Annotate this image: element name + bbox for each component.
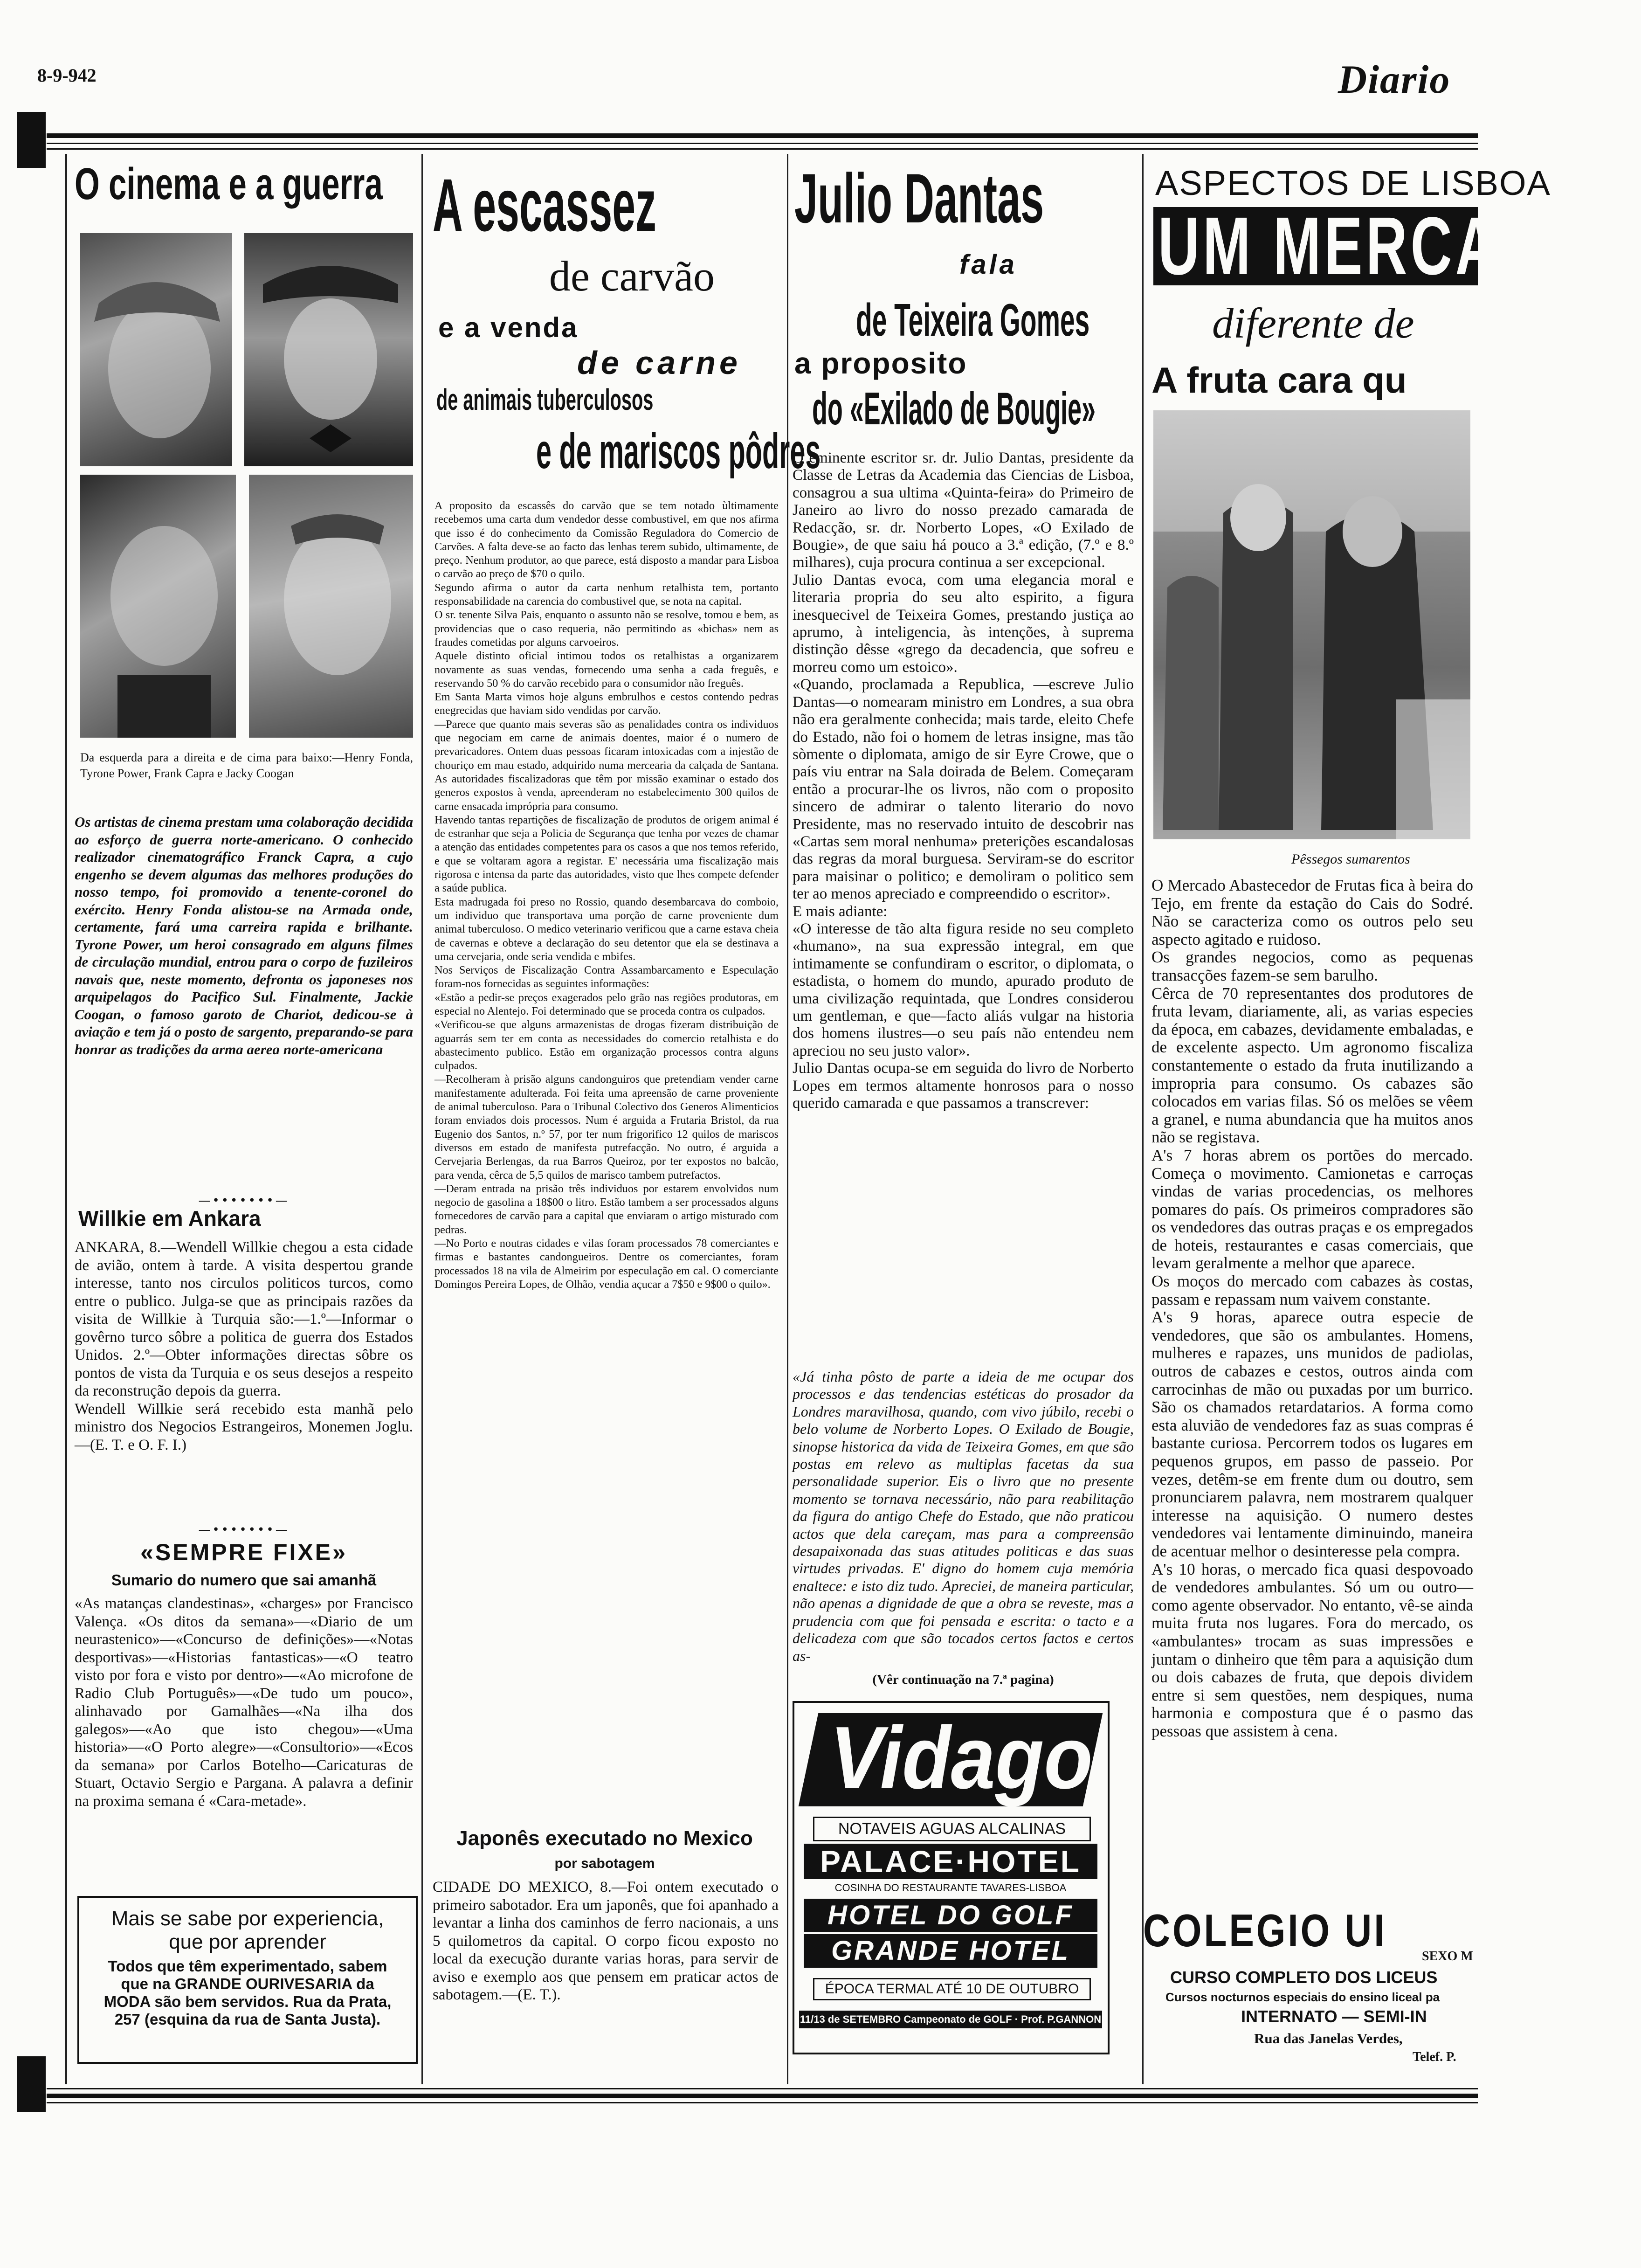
escassez-body: A proposito da escassês do carvão que se tem notado ùltimamente recebemos uma carta dum vendedor desse combustivel, em que nos afirma que isso é do conhecimento da Comissão Reguladora do Comercio de Carvões. A falta deve-se ao facto das lenhas terem subido, ultimamente, de preço. Nenhum produtor, ao que parece, está disposto a mandar para Lisboa o carvão ao preço de $70 o quilo. Segundo afirma o autor da carta nenhum retalhista tem, portanto responsabilidade na carencia do combustivel que, se nota na capital. O sr. tenente Silva Pais, enquanto o assunto não se resolve, tomou e bem, as providencias que o caso requeria, não permitindo as «bichas» nem as fraudes cometidas por alguns carvoeiros. Aquele distinto oficial intimou todos os retalhistas a organizarem novamente as suas vendas, fornecendo uma senha a cada freguês, e reservando 50 % do carvão recebido para o consumidor não freguês. Em Santa Marta vimos hoje alguns embrulhos e cestos contendo pedras enegrecidas que haviam sido vendidas por carvão. —Parece que quanto mais severas são as penalidades contra os individuos que negociam em carne de animais doentes, maior é o numero de prevaricadores. Ontem duas pessoas ficaram intoxicadas com a injestão de chouriço em mau estado, adquirido numa mercearia da calçada de Santana. As autoridades fiscalizadoras que têm por missão examinar o estado dos generos expostos à venda, apreenderam no estabelecimento 300 quilos de carne ensacada imprópria para consumo. Havendo tantas repartições de fiscalização de produtos de origem animal é de estranhar que seja a Policia de Segurança que tenha por vezes de chamar a atenção das entidades competentes para os casos a que nos temos referido, e que se voltaram agora a registar. E' necessária uma fiscalização mais rigorosa e intensa da parte das autoridades, visto que lhes compete defender a saúde publica. Esta madrugada foi preso no Rossio, quando desembarcava do comboio, um individuo que transportava uma porção de carne proveniente dum animal tuberculoso. O medico veterinario verificou que a carne estava cheia de cavernas e obteve a declaração do seu detentor que ela se destinava a uma cervejaria, onde seria vendida e mbifes. Nos Serviços de Fiscalização Contra Assambarcamento e Especulação foram-nos fornecidas as seguintes informações: «Estão a pedir-se preços exagerados pelo grão nas regiões produtoras, em especial no Alentejo. Foi determinado que se proceda contra os culpados. «Verificou-se que alguns armazenistas de drogas fizeram distribuição de aguarrás sem ter em conta as necessidades do comercio retalhista e do abastecimento publico. Estão em organização processos contra alguns culpados. —Recolheram à prisão alguns candonguiros que pretendiam vender carne manifestamente adulterada. Foi feita uma apreensão de carne proveniente de animal tuberculoso. Para o Tribunal Colectivo dos Generos Alimenticios foram enviados dois processos. Num é arguida a Frutaria Bristol, da rua Eugenio dos Santos, n.º 57, por ter num frigorifico 12 quilos de mariscos diversos em estado de manifesta putrefacção. No outro, é arguida a Cervejaria Berlengas, da rua Barros Queiroz, por ter expostos no balcão, para venda, cêrca de 5,5 quilos de marisco tambem putrefactos. —Deram entrada na prisão três individuos por estarem envolvidos num negocio de gasolina a 18$00 o litro. Estão tambem a ser processados alguns fornecedores de carvão para a capital que enviaram o artigo misturado com pedras. —No Porto e noutras cidades e vilas foram processados 78 comerciantes e firmas e bastantes candongueiros. Dentre os comerciantes, foram processados 18 na vila de Almeirim por especulação em cal. O comerciante Domingos Pereira Lopes, de Olhão, vendia açucar a 7$50 e 9$00 o quilo».: [434, 499, 779, 1291]
top-rule-thin: [47, 143, 1478, 144]
japones-headline: Japonês executado no Mexico: [456, 1827, 753, 1850]
left-border: [65, 154, 67, 2084]
cinema-article: [75, 159, 415, 210]
top-rule-thick: [47, 133, 1478, 138]
masthead: Diario: [1338, 57, 1451, 102]
bottom-rule-thin: [47, 2088, 1478, 2089]
separator-1: —•••••••—: [198, 1194, 290, 1208]
photo-jacky-coogan: [249, 475, 413, 738]
dantas-headline-block: [794, 159, 1135, 443]
vidago-line-5: GRANDE HOTEL: [804, 1934, 1097, 1968]
escassez-h5: de animais tuberculosos: [436, 383, 654, 416]
colegio-ad-line-4: Rua das Janelas Verdes,: [1254, 2030, 1403, 2047]
photo-tyrone-power: [244, 233, 413, 466]
cinema-headline: O cinema e a guerra: [75, 159, 383, 209]
sempre-fixe-body: «As matanças clandestinas», «charges» por Francisco Valença. «Os ditos da semana»—«Diario de um neurastenico»—«Concurso de definições»—«Notas desportivas»—«Historias fantasticas»—«O teatro visto por fora e visto por dentro»—«Ao microfone de Radio Club Português»—«De tudo um pouco», alinhavado por Gamalhães—«Na ilha dos galegos»—«Ao que isto chegou»—«Uma historia»—«O Porto alegre»—«Consultorio»—«Ecos da semana» por Carlos Botelho—Caricaturas de Stuart, Octavio Sergio e Pargana. A palavra a definir na proxima semana é «Cara-metade».: [75, 1595, 413, 1810]
mercado-body: O Mercado Abastecedor de Frutas fica à beira do Tejo, em frente da estação do Cais do Sodré. Não se caracteriza como os outros pelo seu aspecto agitado e ruidoso. Os grandes negocios, como as pequenas transacções fazem-se sem barulho. Cêrca de 70 representantes dos produtores de fruta levam, diariamente, ali, as varias especies da época, em cabazes, devidamente embaladas, e de excelente aspecto. Um agronomo fiscaliza constantemente o estado da fruta inutilizando a impropria para consumo. Os cabazes são colocados em varias filas. Só os melões se vêem a granel, e numa abundancia que ha muitos anos não se registava. A's 7 horas abrem os portões do mercado. Começa o movimento. Camionetas e carroças vindas de varias procedencias, os melhores pomares do país. Os primeiros compradores são os vendedores das outras praças e os empregados de hoteis, restaurantes e casas comerciais, que levam geralmente a melhor que aparece. Os moços do mercado com cabazes às costas, passam e repassam num vaivem constante. A's 9 horas, aparece outra especie de vendedores, que são os ambulantes. Homens, mulheres e rapazes, uns munidos de padiolas, outros de cabazes e cestos, outros ainda com carrocinhas de mão ou puxadas por um burrico. São os chamados retardatarios. A forma como esta aluvião de vendedores faz as suas compras é bastante curiosa. Percorrem todos os lugares em pequenos grupos, em passo de passeio. Por vezes, detêm-se em frente dum ou doutro, sem pronunciarem palavra, nem mostrarem qualquer interesse na aquisição. O numero destes vendedores vai lentamente diminuindo, maneira de acentuar melhor o desinteresse pela compra. A's 10 horas, o mercado fica quasi despovoado de vendedores ambulantes. Só um ou outro—como agente observador. No entanto, vê-se ainda muita fruta nos lugares. Fora do mercado, os «ambulantes» trocam as suas impressões e juntam o dinheiro que têm para a aquisição dum ou dois cabazes de fruta, que depois dividem entre si sem questões, nem despiques, numa harmonia e compostura que é o pasmo das pessoas que assistem à cena.: [1151, 876, 1473, 1740]
colegio-ad-line-1: CURSO COMPLETO DOS LICEUS: [1170, 1968, 1438, 1987]
willkie-headline: Willkie em Ankara: [78, 1206, 261, 1231]
colegio-ad-name: COLEGIO UI: [1143, 1907, 1387, 1956]
mercado-h1: UM MERCA: [1158, 201, 1500, 292]
mercado-photo-caption: Pêssegos sumarentos: [1291, 851, 1410, 867]
column-divider-1: [421, 154, 423, 2084]
dantas-quote: «Já tinha pôsto de parte a ideia de me ocupar dos processos e das tendencias estéticas do prosador da Londres maravilhosa, quando, com vivo júbilo, recebi o belo volume de Norberto Lopes. O Exilado de Bougie, sinopse historica da vida de Teixeira Gomes, em que são postas em relevo as multiplas facetas da sua personalidade superior. Eis o livro que no presente momento se tornava necessário, não para reabilitação da figura do antigo Chefe do Estado, que não praticou actos que dela careçam, mas para a compreensão desapaixonada das suas atitudes politicas e das suas virtudes privadas. E' digno do homem cuja memória enaltece: e isto diz tudo. Apreciei, de maneira particular, não apenas a dignidade de que a obra se reveste, mas a prudencia com que foi pensada e escrita: o tacto e a delicadeza com que são tocados certos factos e certos as-: [793, 1368, 1134, 1664]
vidago-line-2: PALACE·HOTEL: [804, 1844, 1097, 1879]
escassez-h6: e de mariscos pôdres: [536, 424, 821, 479]
japones-subhead: por sabotagem: [554, 1856, 655, 1871]
dantas-h5: do «Exilado de Bougie»: [812, 383, 1096, 434]
photo-henry-fonda: [80, 233, 232, 466]
escassez-h2: de carvão: [549, 252, 715, 300]
vidago-line-6: ÉPOCA TERMAL ATÉ 10 DE OUTUBRO: [813, 1978, 1091, 2000]
ourivesaria-ad-title: Mais se sabe por experiencia, que por aprender: [111, 1907, 384, 1953]
cinema-photo-caption: Da esquerda para a direita e de cima para baixo:—Henry Fonda, Tyrone Power, Frank Capra e Jacky Coogan: [80, 751, 413, 780]
dantas-h1: Julio Dantas: [794, 159, 1044, 237]
mercado-kicker: ASPECTOS DE LISBOA: [1155, 164, 1551, 202]
separator-2: —•••••••—: [198, 1523, 290, 1537]
escassez-headline-block: [433, 163, 821, 485]
bottom-rule-thin-2: [47, 2102, 1478, 2103]
escassez-h1: A escassez: [433, 163, 656, 247]
column-divider-3: [1142, 154, 1144, 2084]
vidago-line-1: NOTAVEIS AGUAS ALCALINAS: [813, 1817, 1091, 1841]
vidago-brand: Vidago: [830, 1708, 1093, 1807]
mercado-h3: A fruta cara qu: [1151, 360, 1407, 401]
colegio-ad: [1142, 1907, 1478, 2080]
dantas-body: O eminente escritor sr. dr. Julio Dantas, presidente da Classe de Letras da Academia das Ciencias de Lisboa, consagrou a sua ultima «Quinta-feira» do Primeiro de Janeiro ao livro do nosso prezado camarada de Redacção, sr. dr. Norberto Lopes, «O Exilado de Bougie», de que saiu há pouco a 3.ª edição, (7.º e 8.º milhares), cuja procura continua a ser excepcional. Julio Dantas evoca, com uma elegancia moral e literaria propria do seu alto espirito, a figura inesquecivel de Teixeira Gomes, prestando justiça ao aprumo, à inteligencia, às intenções, à suprema distinção dêsse «grego da decadencia, que sofreu e morreu como um estoico». «Quando, proclamada a Republica, —escreve Julio Dantas—o nomearam ministro em Londres, a sua obra não era geralmente conhecida; mais tarde, eleito Chefe do Estado, não foi o homem de letras insigne, mas tão sòmente o diplomata, amigo de sir Eyre Crowe, que o país viu entrar na Sala doirada de Belem. Começaram então a procurar-lhe os livros, não com o proposito sincero de admirar o talento literario do novo Presidente, mas no reservado intuito de descobrir nas «Cartas sem moral nenhuma» preterições escandalosas das regras da moral burguesa. Serviram-se do escritor para maisinar o politico; e demoliram o politico sem ter ao menos apreciado e compreendido o escritor». E mais adiante: «O interesse de tão alta figura reside no seu completo «humano», na sua expressão integral, em que intimamente se confundiram o escritor, o diplomata, o estadista, o homem do mundo, apurado produto de uma civilização requintada, que Londres considerou um gentleman, e que—facto aliás vulgar na historia dos homens ilustres—o seu país não entendeu nem apreciou no seu justo valor». Julio Dantas ocupa-se em seguida do livro de Norberto Lopes em termos altamente honrosos para o nosso querido camarada e que passamos a transcrever:: [793, 449, 1134, 1112]
top-rule-thin-2: [47, 148, 1478, 150]
ourivesaria-ad: [77, 1896, 418, 2064]
escassez-h4: de carne: [577, 345, 741, 381]
sempre-fixe-subtitle: Sumario do numero que sai amanhã: [111, 1571, 377, 1589]
mercado-h2: diferente de: [1212, 299, 1414, 347]
sempre-fixe-title: «SEMPRE FIXE»: [140, 1539, 347, 1565]
willkie-body: ANKARA, 8.—Wendell Willkie chegou a esta cidade de avião, ontem à tarde. A visita despertou grande interesse, tanto nos circulos politicos turcos, como entre o publico. Julga-se que as principais razões da visita de Willkie à Turquia são:—1.º—Informar o govêrno turco sôbre a politica de guerra dos Estados Unidos. 2.º—Obter informações directas sôbre os pontos de vista da Turquia e os seus desejos a respeito da reconstrução depois da guerra. Wendell Willkie será recebido esta manhã pelo ministro dos Negocios Estrangeiros, Monemen Joglu.—(E. T. e O. F. I.): [75, 1239, 413, 1453]
colegio-ad-line-3: INTERNATO — SEMI-IN: [1241, 2007, 1427, 2026]
dantas-h2: fala: [959, 249, 1017, 280]
colegio-ad-sub: SEXO M: [1422, 1949, 1473, 1964]
dantas-h3: de Teixeira Gomes: [856, 294, 1090, 346]
photo-frank-capra: [80, 475, 236, 738]
margin-marker-bottom: [17, 2056, 46, 2112]
dantas-h4: a proposito: [794, 346, 967, 380]
escassez-h3: e a venda: [438, 312, 579, 343]
dantas-continue: (Vêr continuação na 7.ª pagina): [872, 1672, 1054, 1687]
vidago-line-3: COSINHA DO RESTAURANTE TAVARES-LISBOA: [834, 1882, 1067, 1894]
vidago-line-7: 11/13 de SETEMBRO Campeonato de GOLF · Prof. P.GANNON: [799, 2011, 1102, 2028]
cinema-lead: Os artistas de cinema prestam uma colaboração decidida ao esforço de guerra norte-americano. O conhecido realizador cinematográfico Franck Capra, a cujo engenho se devem algumas das melhores produções do nosso tempo, foi promovido a tenente-coronel do exército. Henry Fonda alistou-se na Armada onde, certamente, fará uma carreira rapida e brilhante. Tyrone Power, um heroi consagrado em alguns filmes de circulação mundial, entrou para o corpo de fuzileiros navais que, neste momento, defronta os japoneses nos arquipelagos do Pacifico Sul. Finalmente, Jackie Coogan, o famoso garoto de Chariot, dedicou-se à aviação e tem já o posto de sargento, preparando-se para honrar as tradições da arma aerea norte-americana: [75, 814, 413, 1058]
issue-date: 8-9-942: [37, 65, 97, 86]
bottom-rule-thick: [47, 2094, 1478, 2098]
vidago-ad: [793, 1701, 1110, 2054]
colegio-ad-line-2: Cursos nocturnos especiais do ensino liceal pa: [1165, 1990, 1440, 2004]
colegio-ad-line-5: Telef. P.: [1413, 2050, 1456, 2064]
ourivesaria-ad-text: Todos que têm experimentado, sabem que na GRANDE OURIVESARIA da MODA são bem servidos. Rua da Prata, 257 (esquina da rua de Santa Justa).: [103, 1957, 392, 2028]
mercado-photo: [1153, 410, 1470, 839]
margin-marker-top: [17, 112, 46, 168]
japones-body: CIDADE DO MEXICO, 8.—Foi ontem executado o primeiro sabotador. Era um japonês, que foi apanhado a levantar a linha dos caminhos de ferro nacionais, a uns 5 quilometros da capital. O corpo ficou exposto no local da execução durante varias horas, para servir de aviso e exemplo aos que pensem em praticar actos de sabotagem.—(E. T.).: [433, 1879, 779, 2003]
vidago-line-4: HOTEL DO GOLF: [804, 1899, 1097, 1932]
